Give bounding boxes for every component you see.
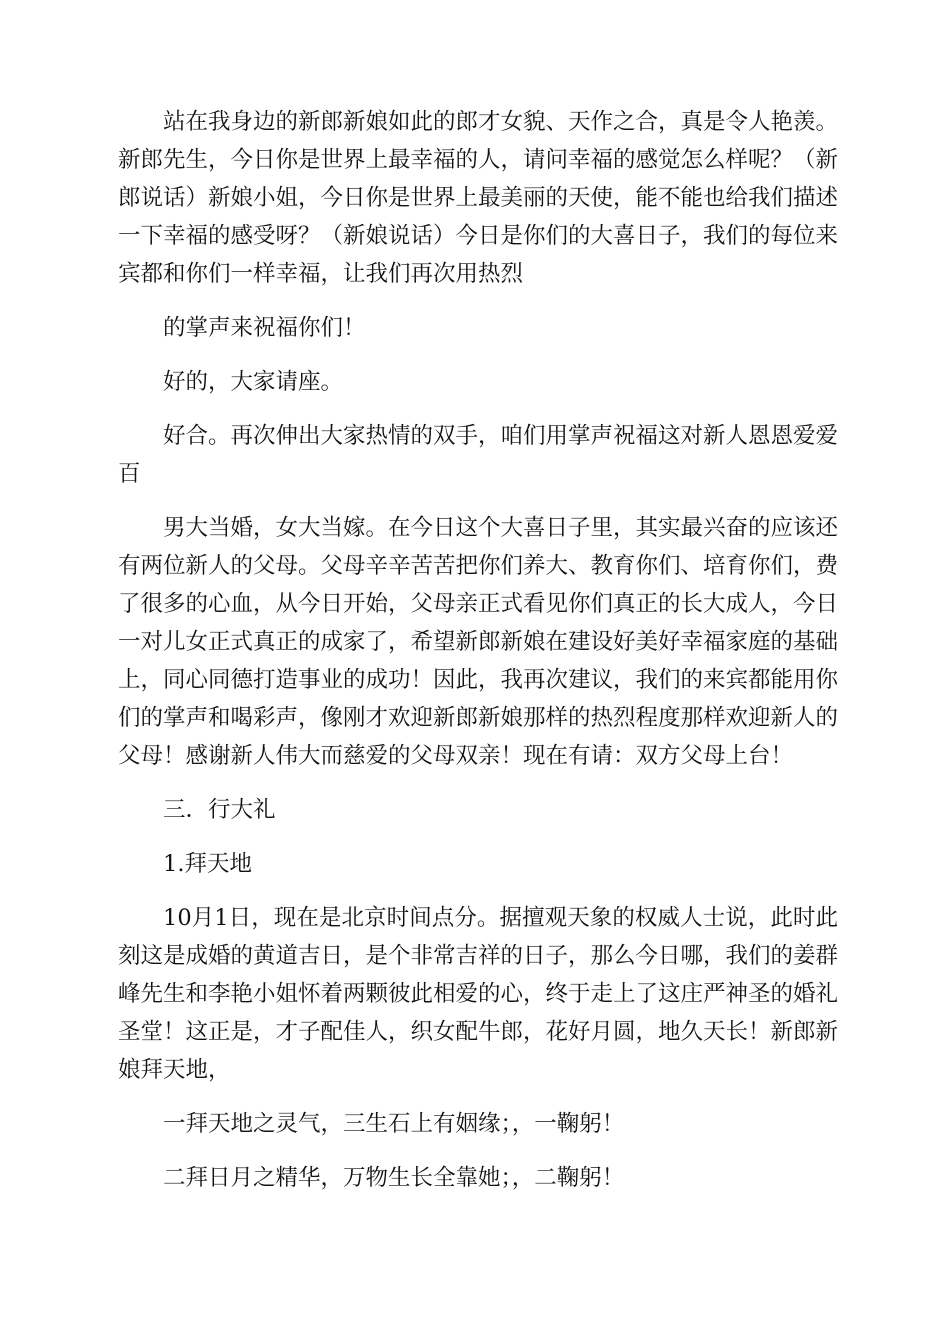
- paragraph-3: 好的，大家请座。: [163, 369, 344, 395]
- paragraph-1: 站在我身边的新郎新娘如此的郎才女貌、天作之合，真是令人艳羡。新郎先生，今日你是世界上最幸福的人，请问幸福的感觉怎么样呢？（新郎说话）新娘小姐，今日你是世界上最美丽的天使，能不能也给我们描述一下幸福的感受呀？（新娘说话）今日是你们的大喜日子，我们的每位来宾都和你们一样幸福，让我们再次用热烈: [118, 109, 839, 287]
- section-heading: 三．行大礼: [163, 797, 276, 823]
- document-page: [118, 103, 838, 1213]
- paragraph-5: 男大当婚，女大当嫁。在今日这个大喜日子里，其实最兴奋的应该还有两位新人的父母。父母辛辛苦苦把你们养大、教育你们、培育你们，费了很多的心血，从今日开始，父母亲正式看见你们真正的长大成人，今日一对儿女正式真正的成家了，希望新郎新娘在建设好美好幸福家庭的基础上，同心同德打造事业的成功！因此，我再次建议，我们的来宾都能用你们的掌声和喝彩声，像刚才欢迎新郎新娘那样的热烈程度那样欢迎新人的父母！感谢新人伟大而慈爱的父母双亲！现在有请：双方父母上台！: [118, 515, 839, 769]
- paragraph-10: 二拜日月之精华，万物生长全靠她；，二鞠躬！: [163, 1165, 625, 1191]
- paragraph-9: 一拜天地之灵气，三生石上有姻缘；，一鞠躬！: [163, 1111, 625, 1137]
- subsection-heading: 1.拜天地: [163, 851, 252, 877]
- paragraph-8: 10月1日，现在是北京时间点分。据擅观天象的权威人士说，此时此刻这是成婚的黄道吉日，是个非常吉祥的日子，那么今日哪，我们的姜群峰先生和李艳小姐怀着两颗彼此相爱的心，终于走上了这庄严神圣的婚礼圣堂！这正是，才子配佳人，织女配牛郎，花好月圆，地久天长！新郎新娘拜天地，: [118, 905, 839, 1083]
- paragraph-4: 好合。再次伸出大家热情的双手，咱们用掌声祝福这对新人恩恩爱爱百: [118, 423, 839, 487]
- paragraph-2: 的掌声来祝福你们！: [163, 315, 366, 341]
